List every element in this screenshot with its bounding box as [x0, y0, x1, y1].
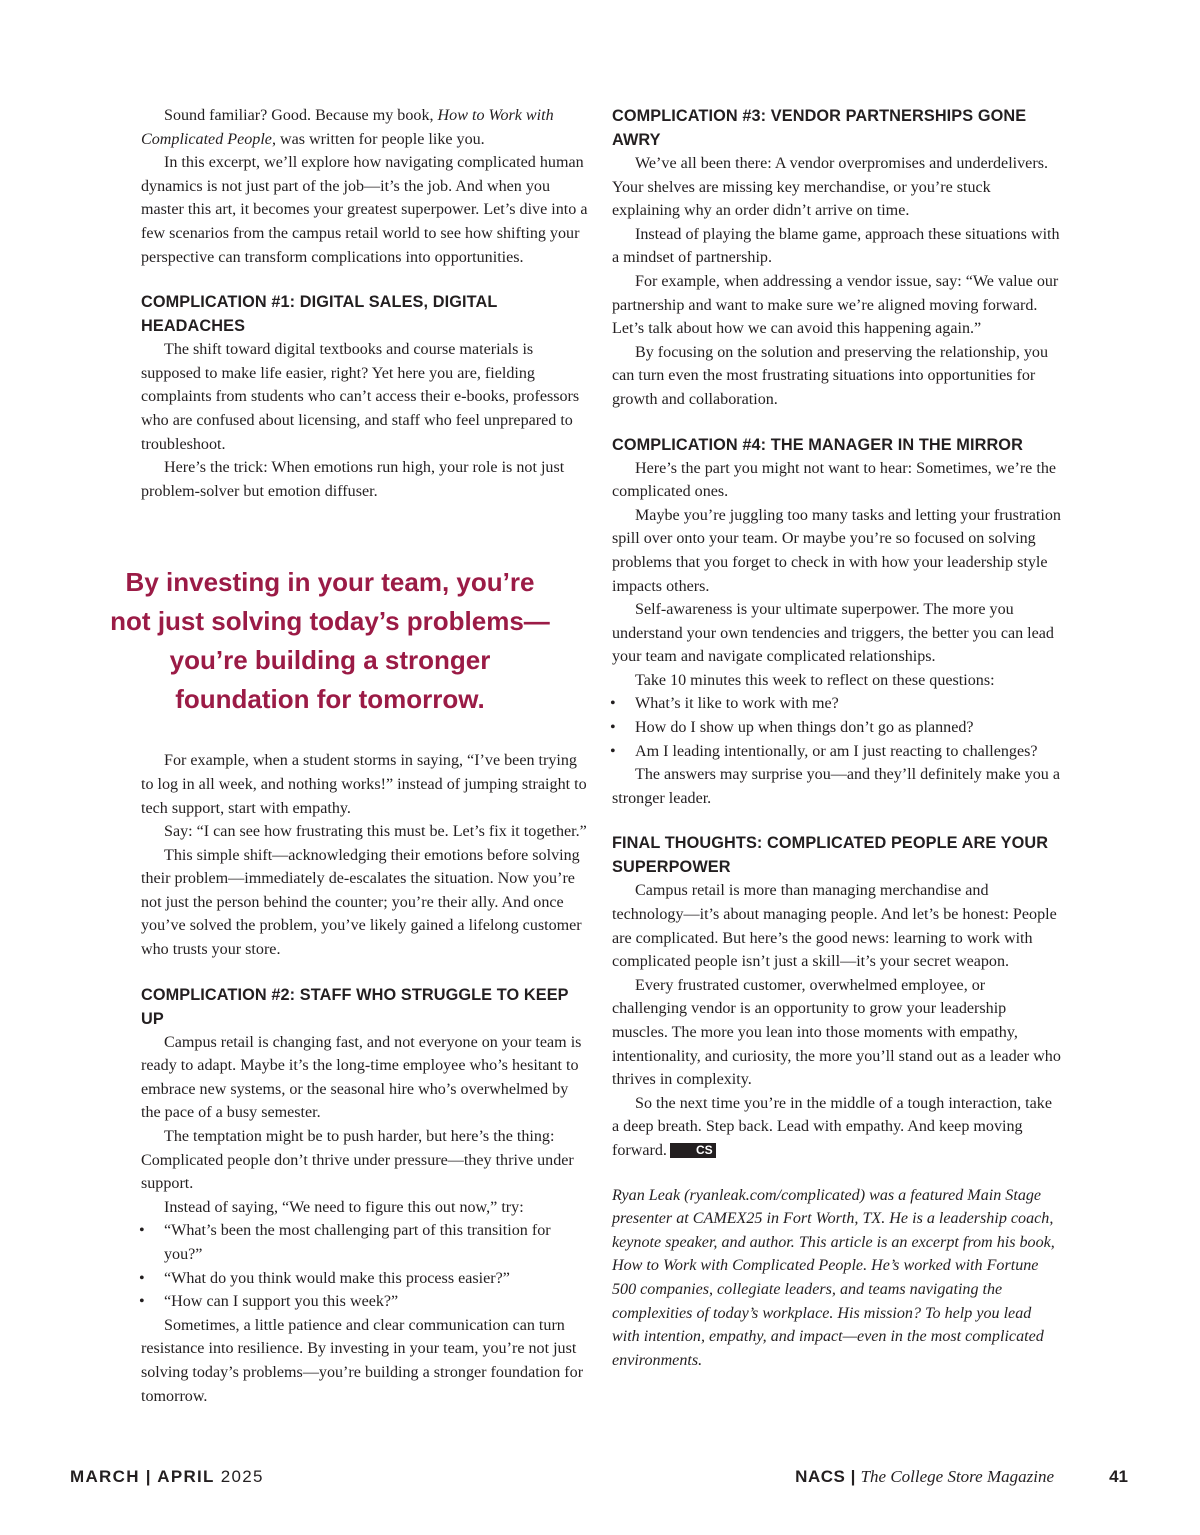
paragraph: This simple shift—acknowledging their emotions before solving their problem—immediately de-escalates the situation. Now you’re not just the person behind the counter; you’re their ally. And once you’ve solved the problem, you’ve likely gained a lifelong customer who trusts your store. [141, 846, 582, 959]
list-item: • What’s it like to work with me? [612, 692, 1062, 716]
pull-quote-line: you’re building a stronger [169, 645, 491, 675]
list-item: • “What do you think would make this process easier?” [141, 1267, 591, 1291]
section-heading-complication-4: COMPLICATION #4: THE MANAGER IN THE MIRROR [612, 435, 1023, 454]
section-heading-final-thoughts: FINAL THOUGHTS: COMPLICATED PEOPLE ARE YOUR SUPERPOWER [612, 834, 1049, 877]
intro-paragraph-1: Sound familiar? Good. Because my book, How to Work with Complicated People, was written for people like you. [141, 107, 554, 148]
paragraph: Campus retail is changing fast, and not everyone on your team is ready to adapt. Maybe it’s the long-time employee who’s hesitant to embrace new systems, or the seasonal hire who’s overwhelmed by the pace of a busy semester. [141, 1033, 582, 1122]
pull-quote-line: By investing in your team, you’re [125, 567, 535, 597]
final-paragraph: So the next time you’re in the middle of a tough interaction, take a deep breath. Step back. Lead with empathy. And keep moving forward. CS [612, 1094, 1052, 1159]
paragraph: The temptation might be to push harder, but here’s the thing: Complicated people don’t thrive under pressure—they thrive under support. [141, 1128, 574, 1193]
author-bio: Ryan Leak (ryanleak.com/complicated) was a featured Main Stage presenter at CAMEX25 in Fort Worth, TX. He is a leadership coach, keynote speaker, and author. This article is an excerpt from his book, How to Work with Complicated People. He’s worked with Fortune 500 companies, collegiate leaders, and teams navigating the complexities of today’s workplace. His mission? To help you lead with intention, empathy, and impact—even in the most complicated environments. [612, 1186, 1055, 1369]
paragraph: Sometimes, a little patience and clear communication can turn resistance into resilience. By investing in your team, you’re not just solving today’s problems—you’re building a stronger foundation for tomorrow. [141, 1316, 584, 1405]
paragraph: For example, when a student storms in saying, “I’ve been trying to log in all week, and nothing works!” instead of jumping straight to tech support, start with empathy. [141, 752, 587, 817]
bullet-list [612, 692, 1062, 763]
paragraph: The answers may surprise you—and they’ll definitely make you a stronger leader. [612, 766, 1061, 807]
pull-quote [100, 563, 560, 719]
paragraph: The shift toward digital textbooks and course materials is supposed to make life easier, right? Yet here you are, fielding complaints from students who can’t access their e-books, professors who are confused about licensing, and staff who feel unprepared to troubleshoot. [141, 341, 580, 453]
paragraph: For example, when addressing a vendor issue, say: “We value our partnership and want to make sure we’re aligned moving forward. Let’s talk about how we can avoid this happening again.” [612, 272, 1059, 338]
list-item: • “How can I support you this week?” [141, 1290, 591, 1314]
paragraph: Take 10 minutes this week to reflect on these questions: [635, 671, 995, 689]
paragraph: Here’s the trick: When emotions run high, your role is not just problem-solver but emotion diffuser. [141, 459, 565, 500]
paragraph: Instead of playing the blame game, approach these situations with a mindset of partnership. [612, 225, 1060, 267]
paragraph: Campus retail is more than managing merchandise and technology—it’s about managing people. And let’s be honest: People are complicated. But here’s the good news: learning to work with complicated people isn’t just a skill—it’s your secret weapon. [612, 882, 1057, 971]
left-column [141, 104, 591, 1408]
list-item: • Am I leading intentionally, or am I just reacting to challenges? [612, 740, 1062, 764]
pull-quote-line: not just solving today’s problems— [110, 606, 550, 636]
right-column [612, 104, 1062, 1372]
bullet-list [141, 1219, 591, 1313]
list-item: • “What’s been the most challenging part of this transition for you?” [141, 1219, 591, 1266]
paragraph: Instead of saying, “We need to figure this out now,” try: [164, 1198, 524, 1216]
paragraph: Every frustrated customer, overwhelmed employee, or challenging vendor is an opportunity to grow your leadership muscles. The more you lean into those moments with empathy, intentionality, and curiosity, the more you’ll stand out as a leader who thrives in complexity. [612, 976, 1061, 1089]
issue-date: MARCH | APRIL 2025 [70, 1467, 264, 1486]
page-number: 41 [1109, 1467, 1128, 1486]
publication-name: NACS | The College Store Magazine [795, 1467, 1054, 1486]
paragraph: Say: “I can see how frustrating this must be. Let’s fix it together.” [164, 823, 587, 841]
paragraph: Self-awareness is your ultimate superpower. The more you understand your own tendencies and triggers, the better you can lead your team and navigate complicated relationships. [612, 601, 1054, 666]
page-footer [70, 1465, 1130, 1493]
section-heading-complication-2: COMPLICATION #2: STAFF WHO STRUGGLE TO KEEP UP [141, 985, 569, 1028]
list-item: • How do I show up when things don’t go as planned? [612, 716, 1062, 740]
paragraph: We’ve all been there: A vendor overpromises and underdelivers. Your shelves are missing key merchandise, or you’re stuck explaining why an order didn’t arrive on time. [612, 155, 1048, 220]
paragraph: Maybe you’re juggling too many tasks and letting your frustration spill over onto your team. Or maybe you’re so focused on solving problems that you forget to check in with how your leadership style impacts others. [612, 506, 1061, 595]
section-heading-complication-1: COMPLICATION #1: DIGITAL SALES, DIGITAL HEADACHES [141, 293, 498, 336]
section-heading-complication-3: COMPLICATION #3: VENDOR PARTNERSHIPS GONE AWRY [612, 107, 1027, 149]
paragraph: By focusing on the solution and preserving the relationship, you can turn even the most frustrating situations into opportunities for growth and collaboration. [612, 343, 1049, 408]
book-title: How to Work with Complicated People [141, 107, 554, 148]
paragraph: Here’s the part you might not want to hear: Sometimes, we’re the complicated ones. [612, 459, 1057, 501]
intro-paragraph-2: In this excerpt, we’ll explore how navigating complicated human dynamics is not just part of the job—it’s the job. And when you master this art, it becomes your greatest superpower. Let’s dive into a few scenarios from the campus retail world to see how shifting your perspective can transform complications into opportunities. [141, 154, 588, 266]
cs-end-mark-icon: CS [670, 1143, 716, 1158]
pull-quote-line: foundation for tomorrow. [175, 684, 485, 714]
